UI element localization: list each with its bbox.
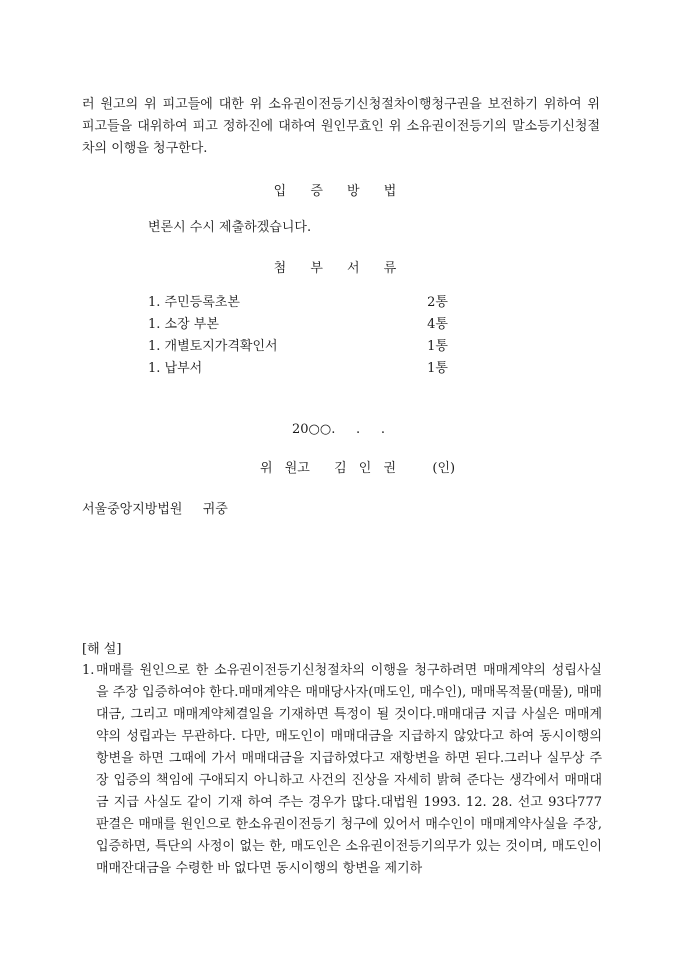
plaintiff-signature: 위 원고 김 인 권 (인) bbox=[260, 461, 456, 476]
attachments-list bbox=[148, 292, 448, 380]
intro-paragraph: 러 원고의 위 피고들에 대한 위 소유권이전등기신청절차이행청구권을 보전하기 위하여 위 피고들을 대위하여 피고 정하진에 대하여 원인무효인 위 소유권이전등기의 말소등기신청절차의 이행을 청구한다. bbox=[82, 97, 600, 156]
court-addressee: 서울중앙지방법원 귀중 bbox=[82, 502, 228, 517]
commentary-number: 1. bbox=[82, 663, 95, 678]
attachment-count: 2통 bbox=[427, 295, 448, 310]
attachment-item bbox=[148, 292, 448, 314]
attachment-name: 1. 납부서 bbox=[148, 361, 203, 376]
attachment-count: 1통 bbox=[427, 339, 448, 354]
commentary-item bbox=[82, 660, 602, 880]
evidence-text: 변론시 수시 제출하겠습니다. bbox=[148, 220, 312, 235]
attachment-name: 1. 개별토지가격확인서 bbox=[148, 339, 278, 354]
commentary-text: 매매를 원인으로 한 소유권이전등기신청절차의 이행을 청구하려면 매매계약의 성립사실을 주장 입증하여야 한다.매매계약은 매매당사자(매도인, 매수인), 매매목적물(매물), 매매대금, 그리고 매매계약체결일을 기재하면 특정이 될 것이다.매매대금 지급 사실은 매매계약의 성립과는 무관하다. 다만, 매도인이 매매대금을 지급하지 않았다고 하여 동시이행의 항변을 하면 그때에 가서 매매대금을 지급하였다고 재항변을 하면 된다.그러나 실무상 주장 입증의 책임에 구애되지 아니하고 사건의 진상을 자세히 밝혀 준다는 생각에서 매매대금 지급 사실도 같이 기재 하여 주는 경우가 많다.대법원 1993. 12. 28. 선고 93다777 판결은 매매를 원인으로 한소유권이전등기 청구에 있어서 매수인이 매매계약사실을 주장, 입증하면, 특단의 사정이 없는 한, 매도인은 소유권이전등기의무가 있는 것이며, 매도인이 매매잔대금을 수령한 바 없다면 동시이행의 항변을 제기하 bbox=[96, 663, 602, 876]
attachment-item bbox=[148, 358, 448, 380]
commentary-heading: [해 설] bbox=[82, 642, 122, 657]
attachment-count: 1통 bbox=[427, 361, 448, 376]
attachment-name: 1. 소장 부본 bbox=[148, 317, 219, 332]
attachment-count: 4통 bbox=[427, 317, 448, 332]
attachment-name: 1. 주민등록초본 bbox=[148, 295, 240, 310]
attachment-item bbox=[148, 314, 448, 336]
evidence-heading: 입 증 방 법 bbox=[273, 184, 407, 199]
attachment-item bbox=[148, 336, 448, 358]
attachments-heading: 첨 부 서 류 bbox=[273, 261, 407, 276]
filing-date: 20○○. . . bbox=[292, 422, 385, 437]
